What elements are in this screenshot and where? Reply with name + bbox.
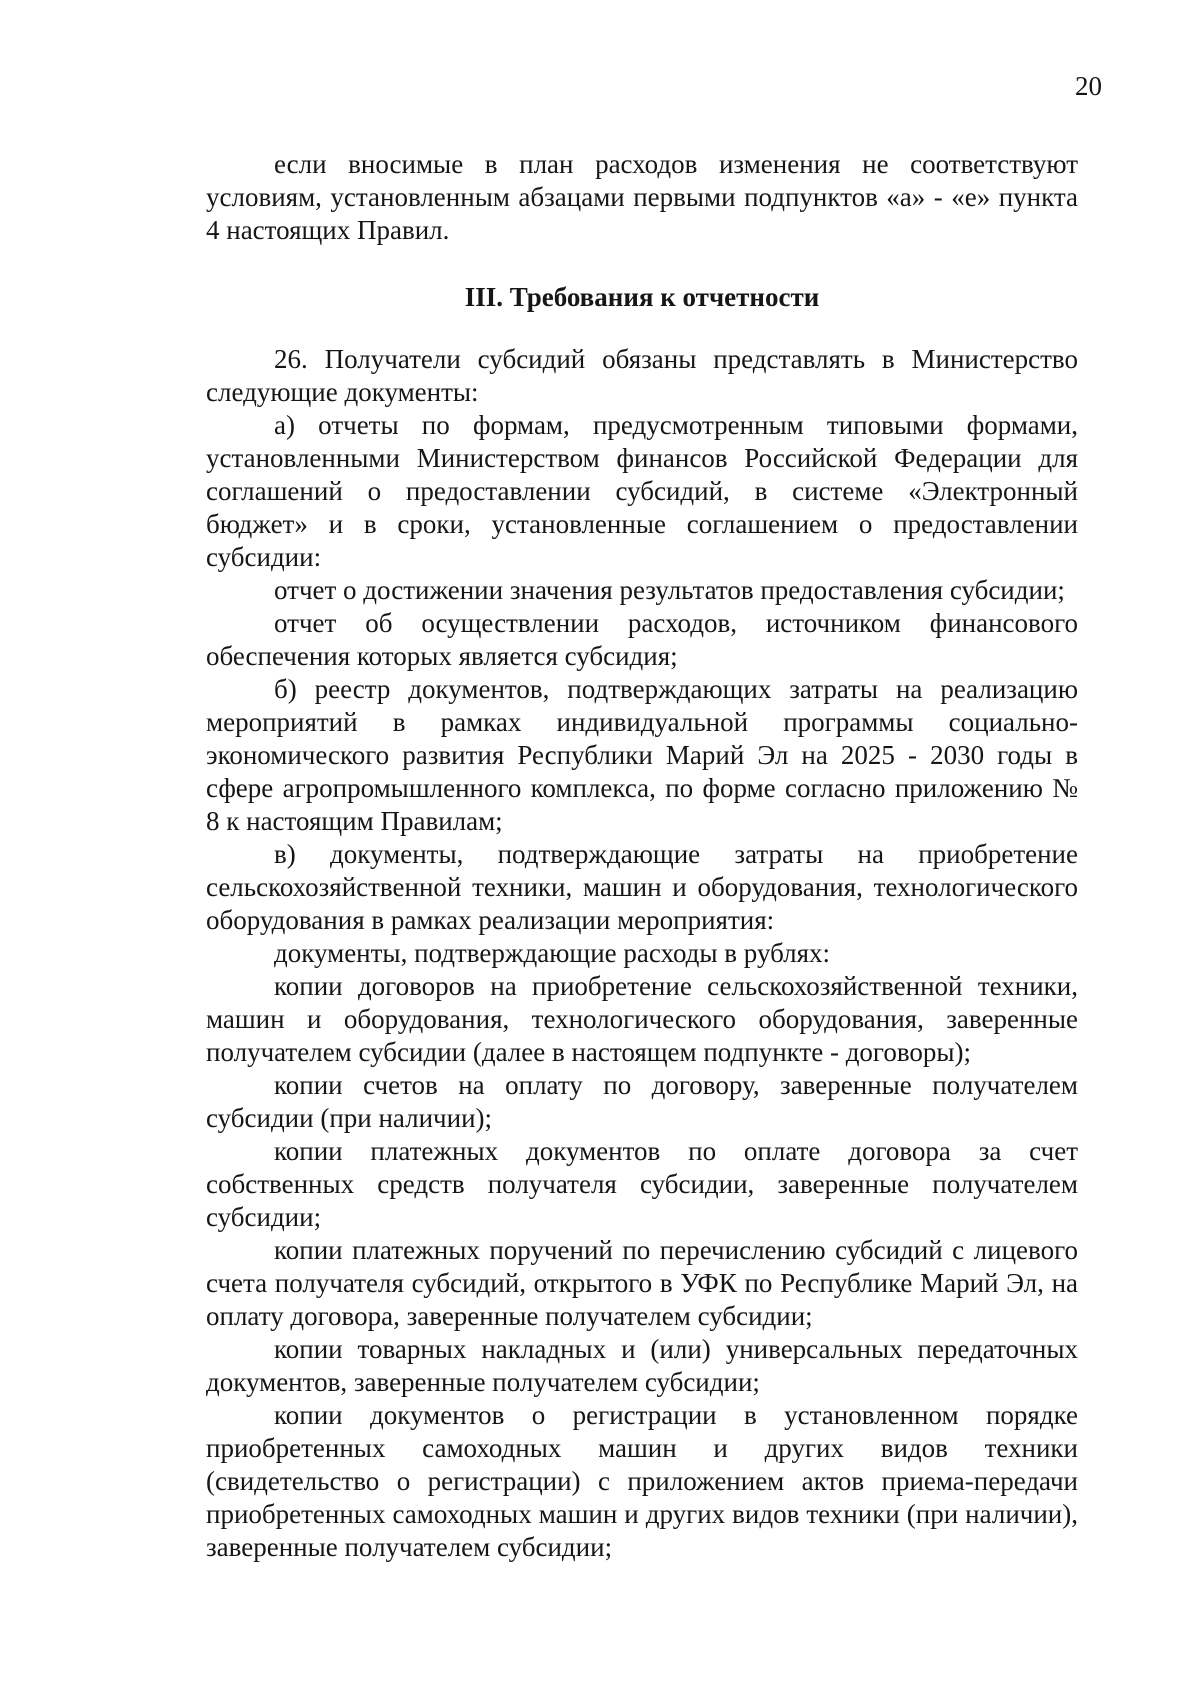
paragraph-rub-docs: документы, подтверждающие расходы в рублях: — [274, 938, 831, 968]
paragraph-26: 26. Получатели субсидий обязаны представлять в Министерство следующие документы: — [206, 344, 1078, 407]
paragraph-b: б) реестр документов, подтверждающих затраты на реализацию мероприятий в рамках индивидуальной программы социально-экономического развития Республики Марий Эл на 2025 - 2030 годы в сфере агропромышленного комплекса, по форме согласно приложению № 8 к настоящим Правилам; — [206, 674, 1078, 836]
paragraph-registration: копии документов о регистрации в установленном порядке приобретенных самоходных машин и других видов техники (свидетельство о регистрации) с приложением актов приема-передачи приобретенных самоходных машин и других видов техники (при наличии), заверенные получателем субсидии; — [206, 1400, 1078, 1562]
paragraph-contracts: копии договоров на приобретение сельскохозяйственной техники, машин и оборудования, технологического оборудования, заверенные получателем субсидии (далее в настоящем подпункте - договоры); — [206, 971, 1078, 1067]
paragraph-report-results: отчет о достижении значения результатов предоставления субсидии; — [274, 575, 1065, 605]
paragraph-report-expenses: отчет об осуществлении расходов, источником финансового обеспечения которых является субсидия; — [206, 608, 1078, 671]
paragraph-v: в) документы, подтверждающие затраты на приобретение сельскохозяйственной техники, машин и оборудования, технологического оборудования в рамках реализации мероприятия: — [206, 839, 1078, 935]
intro-paragraph: если вносимые в план расходов изменения не соответствуют условиям, установленным абзацами первыми подпунктов «а» - «е» пункта 4 настоящих Правил. — [206, 149, 1078, 245]
paragraph-payment-docs: копии платежных документов по оплате договора за счет собственных средств получателя субсидии, заверенные получателем субсидии; — [206, 1136, 1078, 1232]
paragraph-waybills: копии товарных накладных и (или) универсальных передаточных документов, заверенные получателем субсидии; — [206, 1334, 1078, 1397]
paragraph-a: а) отчеты по формам, предусмотренным типовыми формами, установленными Министерством финансов Российской Федерации для соглашений о предоставлении субсидий, в системе «Электронный бюджет» и в сроки, установленные соглашением о предоставлении субсидии: — [206, 410, 1078, 572]
paragraph-invoices: копии счетов на оплату по договору, заверенные получателем субсидии (при наличии); — [206, 1070, 1078, 1133]
section-title: III. Требования к отчетности — [464, 282, 820, 312]
document-body — [206, 148, 1078, 1564]
paragraph-payment-orders: копии платежных поручений по перечислению субсидий с лицевого счета получателя субсидий, открытого в УФК по Республике Марий Эл, на оплату договора, заверенные получателем субсидии; — [206, 1235, 1078, 1331]
page-number: 20 — [1075, 71, 1102, 101]
